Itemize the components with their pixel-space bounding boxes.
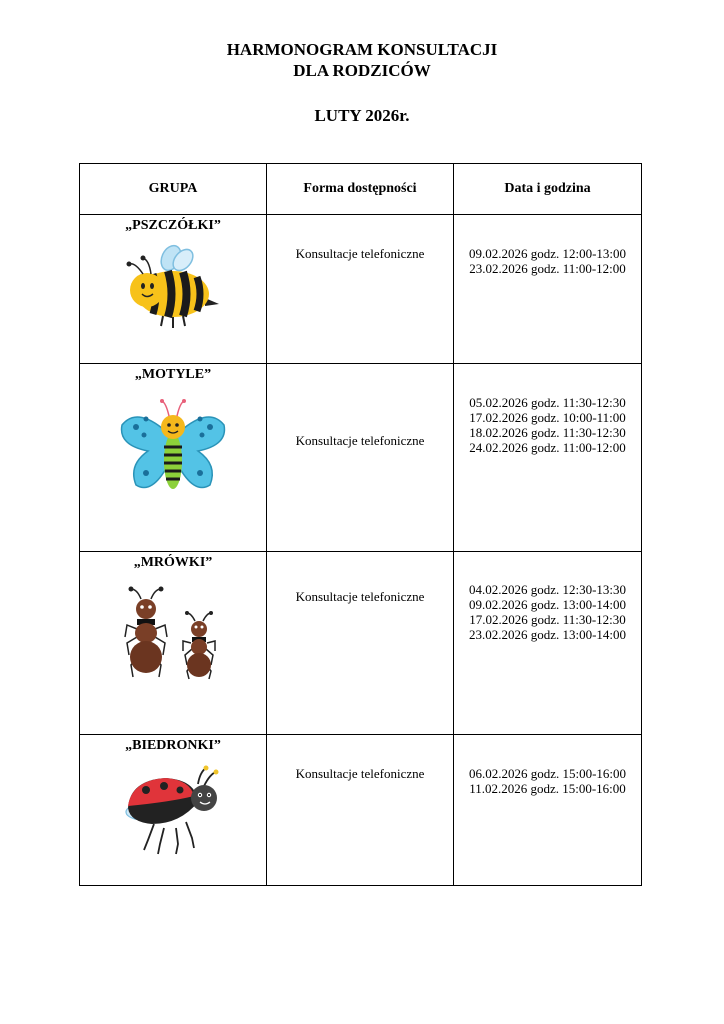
group-cell: [80, 552, 267, 735]
form-cell: [267, 364, 454, 552]
column-header-form: Forma dostępności: [267, 164, 454, 215]
date-entry: 23.02.2026 godz. 13:00-14:00: [468, 627, 627, 642]
group-name: „PSZCZÓŁKI”: [125, 218, 221, 233]
dates-cell: [454, 364, 642, 552]
form-text: Konsultacje telefoniczne: [295, 246, 425, 261]
date-entry: 11.02.2026 godz. 15:00-16:00: [469, 781, 626, 796]
date-entry: 23.02.2026 godz. 11:00-12:00: [469, 261, 626, 276]
doc-month: LUTY 2026r.: [314, 106, 410, 125]
doc-title-line1: HARMONOGRAM KONSULTACJI: [226, 40, 498, 59]
dates-cell: [454, 552, 642, 735]
date-entry: 05.02.2026 godz. 11:30-12:30: [469, 395, 626, 410]
date-entry: 06.02.2026 godz. 15:00-16:00: [468, 766, 627, 781]
group-cell: [80, 364, 267, 552]
ants-icon: [121, 585, 225, 683]
date-entry: 24.02.2026 godz. 11:00-12:00: [469, 440, 626, 455]
date-entry: 18.02.2026 godz. 11:30-12:30: [469, 425, 626, 440]
date-entry: 17.02.2026 godz. 10:00-11:00: [469, 410, 626, 425]
column-header-group: GRUPA: [80, 164, 267, 215]
ladybug-icon: [120, 762, 226, 858]
bee-icon: [123, 244, 223, 332]
form-cell: [267, 215, 454, 364]
group-name: „MRÓWKI”: [133, 555, 213, 570]
group-name: „BIEDRONKI”: [125, 738, 221, 753]
form-cell: [267, 552, 454, 735]
doc-title-line2: DLA RODZICÓW: [293, 61, 431, 80]
group-cell: [80, 735, 267, 886]
date-entry: 17.02.2026 godz. 11:30-12:30: [469, 612, 626, 627]
table-row: [80, 215, 642, 364]
table-row: [80, 364, 642, 552]
form-text: Konsultacje telefoniczne: [295, 589, 425, 604]
date-entry: 04.02.2026 godz. 12:30-13:30: [468, 582, 627, 597]
dates-cell: [454, 215, 642, 364]
butterfly-icon: [118, 395, 228, 499]
table-header-row: [80, 164, 642, 215]
schedule-table: [79, 163, 642, 886]
column-header-datetime: Data i godzina: [454, 164, 642, 215]
table-row: [80, 552, 642, 735]
form-cell: [267, 735, 454, 886]
date-entry: 09.02.2026 godz. 13:00-14:00: [468, 597, 627, 612]
dates-cell: [454, 735, 642, 886]
form-text: Konsultacje telefoniczne: [295, 766, 425, 781]
table-row: [80, 735, 642, 886]
date-entry: 09.02.2026 godz. 12:00-13:00: [468, 246, 627, 261]
group-cell: [80, 215, 267, 364]
form-text: Konsultacje telefoniczne: [295, 433, 425, 448]
group-name: „MOTYLE”: [134, 367, 212, 382]
